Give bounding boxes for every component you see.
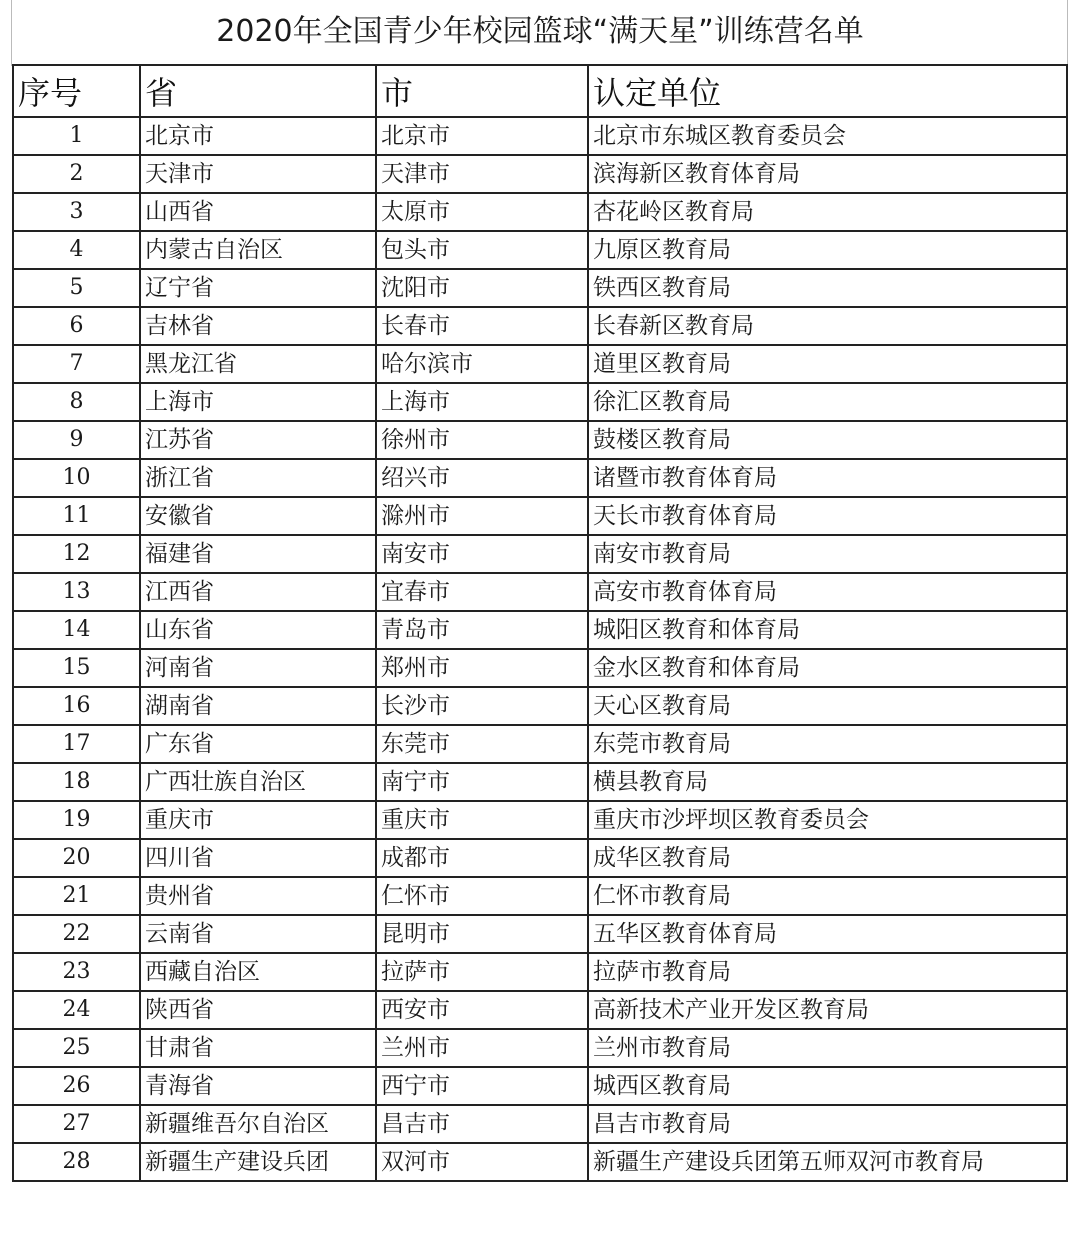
table-row	[13, 1105, 1067, 1143]
table-row	[13, 269, 1067, 307]
certified-unit-cell: 重庆市沙坪坝区教育委员会	[588, 801, 1067, 839]
table-row	[13, 535, 1067, 573]
city-cell: 仁怀市	[376, 877, 588, 915]
province-cell: 山西省	[140, 193, 376, 231]
province-cell: 广东省	[140, 725, 376, 763]
row-number: 18	[13, 763, 140, 801]
row-number: 3	[13, 193, 140, 231]
row-number: 23	[13, 953, 140, 991]
city-cell: 绍兴市	[376, 459, 588, 497]
row-number: 12	[13, 535, 140, 573]
row-number: 14	[13, 611, 140, 649]
certified-unit-cell: 城阳区教育和体育局	[588, 611, 1067, 649]
table-row	[13, 839, 1067, 877]
province-cell: 江西省	[140, 573, 376, 611]
city-cell: 上海市	[376, 383, 588, 421]
province-cell: 陕西省	[140, 991, 376, 1029]
city-cell: 南宁市	[376, 763, 588, 801]
certified-unit-cell: 鼓楼区教育局	[588, 421, 1067, 459]
certified-unit-cell: 东莞市教育局	[588, 725, 1067, 763]
table-row	[13, 991, 1067, 1029]
row-number: 10	[13, 459, 140, 497]
province-cell: 山东省	[140, 611, 376, 649]
row-number: 26	[13, 1067, 140, 1105]
table-row	[13, 307, 1067, 345]
row-number: 16	[13, 687, 140, 725]
row-number: 17	[13, 725, 140, 763]
row-number: 9	[13, 421, 140, 459]
certified-unit-cell: 长春新区教育局	[588, 307, 1067, 345]
row-number: 20	[13, 839, 140, 877]
city-cell: 天津市	[376, 155, 588, 193]
province-cell: 福建省	[140, 535, 376, 573]
table-row	[13, 1029, 1067, 1067]
table-row	[13, 1143, 1067, 1181]
certified-unit-cell: 昌吉市教育局	[588, 1105, 1067, 1143]
city-cell: 西安市	[376, 991, 588, 1029]
table-row	[13, 117, 1067, 155]
table-row	[13, 421, 1067, 459]
row-number: 22	[13, 915, 140, 953]
row-number: 19	[13, 801, 140, 839]
row-number: 11	[13, 497, 140, 535]
table-row	[13, 1067, 1067, 1105]
certified-unit-cell: 九原区教育局	[588, 231, 1067, 269]
table-row	[13, 725, 1067, 763]
city-cell: 北京市	[376, 117, 588, 155]
province-cell: 重庆市	[140, 801, 376, 839]
certified-unit-cell: 徐汇区教育局	[588, 383, 1067, 421]
province-cell: 江苏省	[140, 421, 376, 459]
province-cell: 内蒙古自治区	[140, 231, 376, 269]
province-cell: 上海市	[140, 383, 376, 421]
certified-unit-cell: 诸暨市教育体育局	[588, 459, 1067, 497]
province-cell: 吉林省	[140, 307, 376, 345]
header-city: 市	[376, 65, 588, 117]
city-cell: 南安市	[376, 535, 588, 573]
certified-unit-cell: 兰州市教育局	[588, 1029, 1067, 1067]
certified-unit-cell: 北京市东城区教育委员会	[588, 117, 1067, 155]
certified-unit-cell: 高安市教育体育局	[588, 573, 1067, 611]
city-cell: 青岛市	[376, 611, 588, 649]
certified-unit-cell: 天长市教育体育局	[588, 497, 1067, 535]
province-cell: 黑龙江省	[140, 345, 376, 383]
certified-unit-cell: 仁怀市教育局	[588, 877, 1067, 915]
table-row	[13, 611, 1067, 649]
table-row	[13, 801, 1067, 839]
city-cell: 昌吉市	[376, 1105, 588, 1143]
city-cell: 太原市	[376, 193, 588, 231]
row-number: 25	[13, 1029, 140, 1067]
city-cell: 西宁市	[376, 1067, 588, 1105]
certified-unit-cell: 金水区教育和体育局	[588, 649, 1067, 687]
table-row	[13, 573, 1067, 611]
row-number: 24	[13, 991, 140, 1029]
city-cell: 拉萨市	[376, 953, 588, 991]
province-cell: 新疆维吾尔自治区	[140, 1105, 376, 1143]
row-number: 6	[13, 307, 140, 345]
table-row	[13, 231, 1067, 269]
table-row	[13, 915, 1067, 953]
city-cell: 重庆市	[376, 801, 588, 839]
header-serial-number: 序号	[13, 65, 140, 117]
city-cell: 沈阳市	[376, 269, 588, 307]
city-cell: 成都市	[376, 839, 588, 877]
city-cell: 滁州市	[376, 497, 588, 535]
province-cell: 湖南省	[140, 687, 376, 725]
table-row	[13, 345, 1067, 383]
province-cell: 云南省	[140, 915, 376, 953]
city-cell: 双河市	[376, 1143, 588, 1181]
certified-unit-cell: 城西区教育局	[588, 1067, 1067, 1105]
city-cell: 郑州市	[376, 649, 588, 687]
table-row	[13, 497, 1067, 535]
table-row	[13, 877, 1067, 915]
province-cell: 西藏自治区	[140, 953, 376, 991]
table-row	[13, 763, 1067, 801]
city-cell: 包头市	[376, 231, 588, 269]
row-number: 7	[13, 345, 140, 383]
province-cell: 北京市	[140, 117, 376, 155]
province-cell: 贵州省	[140, 877, 376, 915]
city-cell: 长春市	[376, 307, 588, 345]
province-cell: 四川省	[140, 839, 376, 877]
certified-unit-cell: 南安市教育局	[588, 535, 1067, 573]
city-cell: 哈尔滨市	[376, 345, 588, 383]
table-row	[13, 459, 1067, 497]
certified-unit-cell: 五华区教育体育局	[588, 915, 1067, 953]
city-cell: 兰州市	[376, 1029, 588, 1067]
row-number: 15	[13, 649, 140, 687]
row-number: 28	[13, 1143, 140, 1181]
certified-unit-cell: 天心区教育局	[588, 687, 1067, 725]
city-cell: 宜春市	[376, 573, 588, 611]
row-number: 1	[13, 117, 140, 155]
certified-unit-cell: 杏花岭区教育局	[588, 193, 1067, 231]
province-cell: 安徽省	[140, 497, 376, 535]
row-number: 13	[13, 573, 140, 611]
row-number: 8	[13, 383, 140, 421]
table-header-row	[13, 65, 1067, 117]
row-number: 5	[13, 269, 140, 307]
city-cell: 长沙市	[376, 687, 588, 725]
city-cell: 东莞市	[376, 725, 588, 763]
header-certified-unit: 认定单位	[588, 65, 1067, 117]
table-row	[13, 649, 1067, 687]
province-cell: 天津市	[140, 155, 376, 193]
province-cell: 辽宁省	[140, 269, 376, 307]
certified-unit-cell: 铁西区教育局	[588, 269, 1067, 307]
province-cell: 甘肃省	[140, 1029, 376, 1067]
certified-unit-cell: 拉萨市教育局	[588, 953, 1067, 991]
province-cell: 广西壮族自治区	[140, 763, 376, 801]
header-province: 省	[140, 65, 376, 117]
province-cell: 新疆生产建设兵团	[140, 1143, 376, 1181]
province-cell: 河南省	[140, 649, 376, 687]
row-number: 21	[13, 877, 140, 915]
row-number: 4	[13, 231, 140, 269]
province-cell: 浙江省	[140, 459, 376, 497]
city-cell: 徐州市	[376, 421, 588, 459]
table-row	[13, 155, 1067, 193]
camp-list-table	[12, 64, 1068, 1182]
row-number: 27	[13, 1105, 140, 1143]
document-title: 2020年全国青少年校园篮球“满天星”训练营名单	[216, 14, 864, 49]
table-row	[13, 193, 1067, 231]
province-cell: 青海省	[140, 1067, 376, 1105]
table-row	[13, 687, 1067, 725]
table-row	[13, 953, 1067, 991]
certified-unit-cell: 滨海新区教育体育局	[588, 155, 1067, 193]
row-number: 2	[13, 155, 140, 193]
certified-unit-cell: 成华区教育局	[588, 839, 1067, 877]
certified-unit-cell: 高新技术产业开发区教育局	[588, 991, 1067, 1029]
city-cell: 昆明市	[376, 915, 588, 953]
table-row	[13, 383, 1067, 421]
certified-unit-cell: 道里区教育局	[588, 345, 1067, 383]
certified-unit-cell: 新疆生产建设兵团第五师双河市教育局	[588, 1143, 1067, 1181]
certified-unit-cell: 横县教育局	[588, 763, 1067, 801]
